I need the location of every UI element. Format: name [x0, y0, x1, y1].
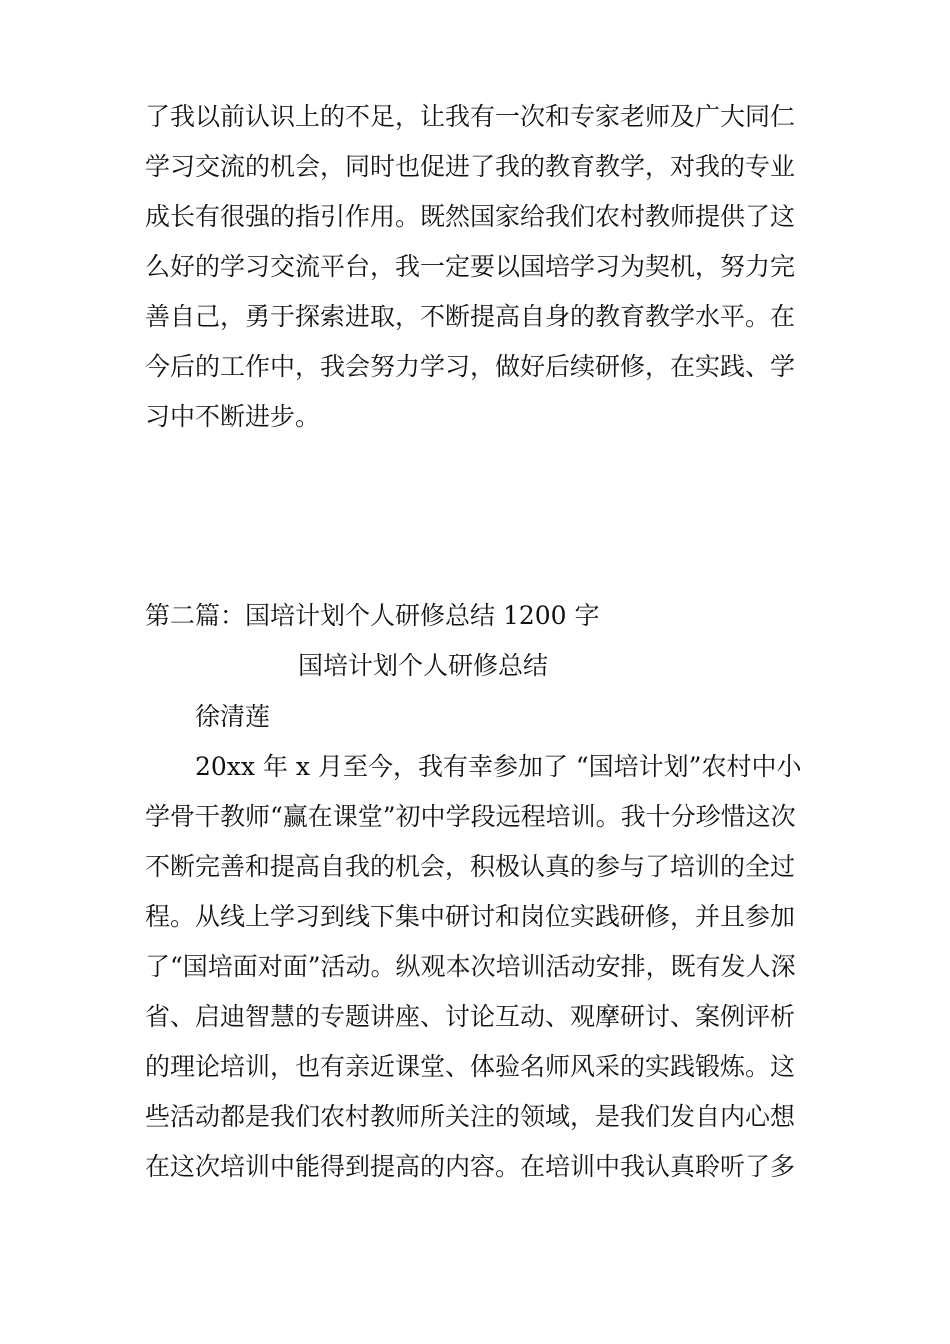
paragraph-line: 程。从线上学习到线下集中研讨和岗位实践研修，并且参加	[145, 902, 796, 931]
paragraph-line: 么好的学习交流平台，我一定要以国培学习为契机，努力完	[145, 252, 796, 281]
paragraph-line: 今后的工作中，我会努力学习，做好后续研修，在实践、学	[145, 352, 796, 381]
paragraph-line: 在这次培训中能得到提高的内容。在培训中我认真聆听了多	[145, 1152, 796, 1181]
paragraph-line: 成长有很强的指引作用。既然国家给我们农村教师提供了这	[145, 202, 796, 231]
section-heading: 第二篇：国培计划个人研修总结 1200 字	[145, 601, 600, 630]
paragraph-line: 20xx 年 x 月至今，我有幸参加了 “国培计划”农村中小	[195, 752, 802, 781]
paragraph-line: 些活动都是我们农村教师所关注的领域，是我们发自内心想	[145, 1102, 796, 1131]
paragraph-line: 了“国培面对面”活动。纵观本次培训活动安排，既有发人深	[145, 952, 796, 981]
paragraph-line: 善自己，勇于探索进取，不断提高自身的教育教学水平。在	[145, 302, 796, 331]
paragraph-line: 了我以前认识上的不足，让我有一次和专家老师及广大同仁	[145, 102, 796, 131]
paragraph-line: 习中不断进步。	[145, 402, 321, 431]
paragraph-line: 不断完善和提高自我的机会，积极认真的参与了培训的全过	[145, 852, 796, 881]
paragraph-line: 省、启迪智慧的专题讲座、讨论互动、观摩研讨、案例评析	[145, 1002, 796, 1031]
document-title: 国培计划个人研修总结	[298, 651, 549, 680]
paragraph-line: 学骨干教师“赢在课堂”初中学段远程培训。我十分珍惜这次	[145, 802, 796, 831]
author-name: 徐清莲	[195, 702, 271, 731]
paragraph-line: 的理论培训，也有亲近课堂、体验名师风采的实践锻炼。这	[145, 1052, 796, 1081]
paragraph-line: 学习交流的机会，同时也促进了我的教育教学，对我的专业	[145, 152, 796, 181]
